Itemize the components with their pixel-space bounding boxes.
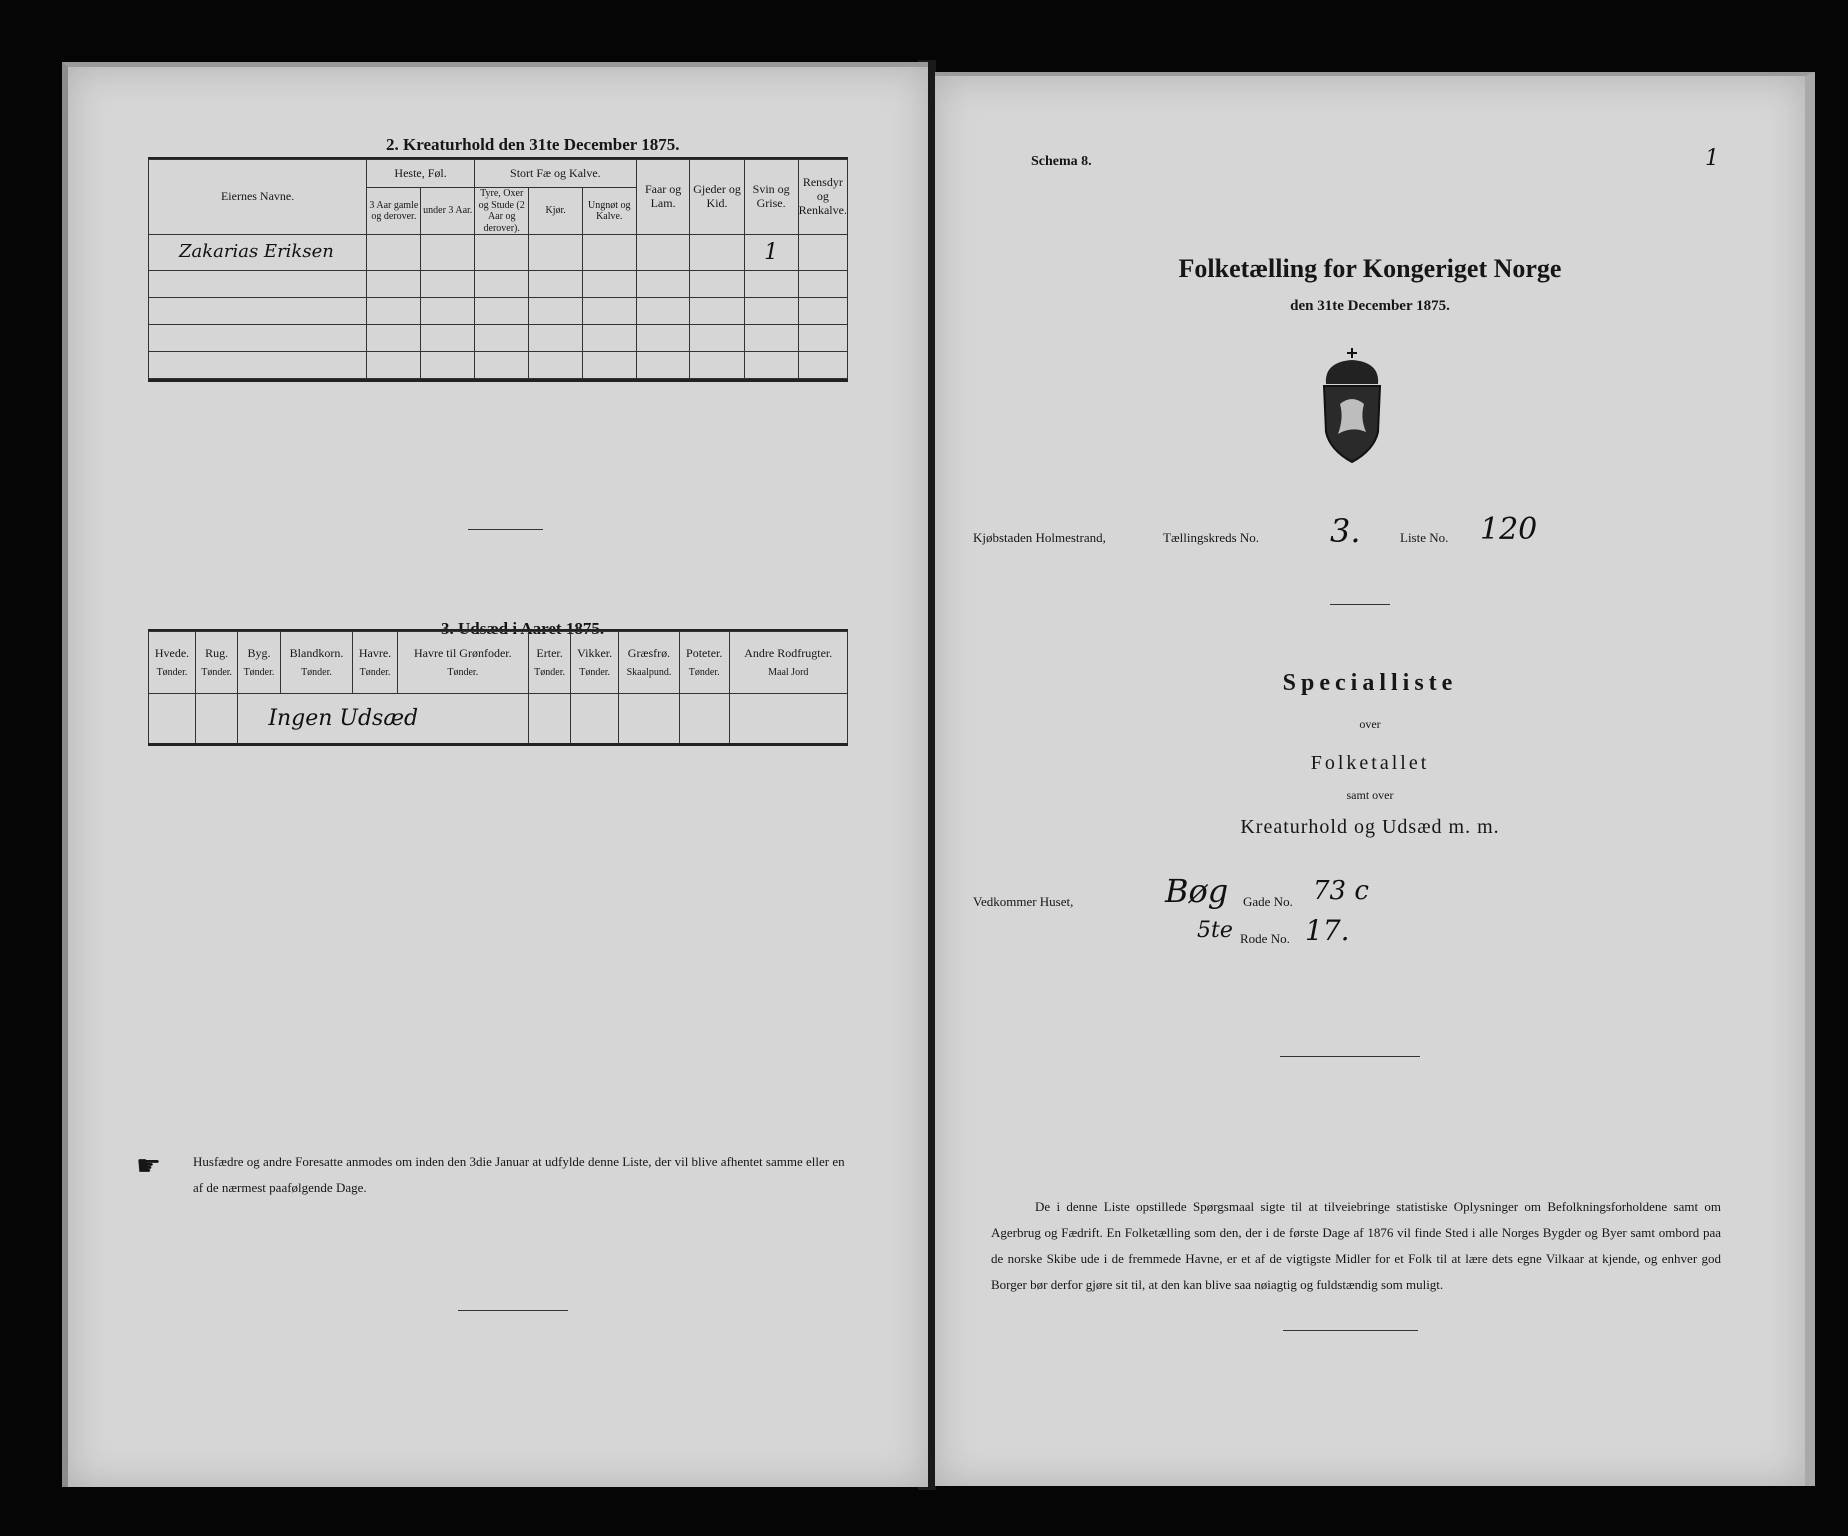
notice-text: Husfædre og andre Foresatte anmodes om inden den 3die Januar at udfylde denne Liste, der vil blive afhentet samme eller en af de nærmest paafølgende Dage.	[193, 1154, 845, 1195]
samt-over-text: samt over	[1346, 788, 1394, 802]
seed-col-header	[729, 632, 847, 694]
section3-bottom-rule	[148, 743, 848, 746]
rode-label: Rode No.	[1240, 931, 1290, 946]
section3-title: 3. Udsæd i Aaret 1875.	[441, 619, 605, 638]
seed-col-unit: Tønder.	[688, 666, 720, 678]
gade-value: 73 c	[1313, 876, 1369, 906]
seed-col-unit: Tønder.	[243, 666, 275, 678]
seed-col-header	[238, 632, 280, 694]
seed-col-name: Havre til Grønfoder.	[413, 645, 512, 660]
table-row	[149, 694, 848, 744]
seed-col-header	[528, 632, 570, 694]
seed-col-unit: Skaalpund.	[626, 666, 672, 678]
separator	[1330, 604, 1390, 605]
stort-group-header: Stort Fæ og Kalve.	[474, 160, 636, 188]
kreaturhold-heading: Kreaturhold og Udsæd m. m.	[1240, 816, 1500, 838]
seed-col-header	[195, 632, 237, 694]
seed-col-unit: Tønder.	[201, 666, 233, 678]
col-kjor: Kjør.	[529, 188, 582, 235]
seed-col-name: Blandkorn.	[289, 645, 344, 660]
seed-handwritten: Ingen Udsæd	[268, 705, 419, 731]
col-tyre: Tyre, Oxer og Stude (2 Aar og derover).	[474, 188, 529, 235]
liste-value: 120	[1480, 512, 1538, 547]
col-gjeder: Gjeder og Kid.	[690, 160, 744, 235]
livestock-table	[148, 159, 848, 379]
col-ungnot: Ungnøt og Kalve.	[582, 188, 636, 235]
coat-of-arms-icon	[1312, 346, 1392, 466]
schema-label: Schema 8.	[1031, 154, 1092, 169]
left-page	[62, 62, 928, 1487]
col-heste-under3: under 3 Aar.	[421, 188, 474, 235]
section2-bottom-rule	[148, 379, 848, 382]
kreds-label: Tællingskreds No.	[1163, 530, 1260, 545]
seed-col-unit: Tønder.	[534, 666, 565, 678]
seed-col-name: Rug.	[205, 645, 229, 660]
seed-col-name: Byg.	[247, 645, 271, 660]
explanatory-text: De i denne Liste opstillede Spørgsmaal sigte til at tilveiebringe statistiske Oplysninger om Befolkningsforholdene samt om Agerbrug og Fædrift. En Folketælling som den, der i de første Dage af 1876 vil finde Sted i alle Norges Bygder og Byer samt ombord paa de norske Skibe ude i de fremmede Havne, er et af de vigtigste Midler for et Folk til at lære dets egne Vilkaar at kjende, og enhver god Borger bør derfor gjøre sit til, at den kan blive saa nøiagtig og fuldstændig som muligt.	[991, 1199, 1721, 1292]
seed-col-header	[571, 632, 619, 694]
seed-col-name: Andre Rodfrugter.	[744, 645, 833, 660]
kjobstad-label: Kjøbstaden Holmestrand,	[973, 530, 1106, 545]
seed-col-name: Havre.	[358, 645, 392, 660]
over-text: over	[1359, 717, 1381, 731]
table-row	[149, 352, 848, 379]
svin-count: 1	[764, 239, 779, 265]
seed-col-unit: Maal Jord	[768, 666, 809, 678]
seed-col-name: Poteter.	[686, 645, 723, 660]
seed-col-header	[679, 632, 729, 694]
rode-prefix: 5te	[1197, 918, 1233, 943]
seed-col-name: Erter.	[536, 645, 563, 660]
seed-col-name: Hvede.	[154, 645, 190, 660]
col-owner-header: Eiernes Navne.	[149, 160, 367, 235]
col-faar: Faar og Lam.	[636, 160, 690, 235]
col-heste-3aar: 3 Aar gamle og derover.	[367, 188, 421, 235]
separator	[458, 1310, 568, 1311]
seed-col-unit: Tønder.	[359, 666, 391, 678]
seed-col-header	[280, 632, 353, 694]
seed-col-name: Vikker.	[577, 645, 613, 660]
section2-title: 2. Kreaturhold den 31te December 1875.	[386, 135, 680, 154]
pointing-hand-icon: ☛	[136, 1149, 162, 1182]
seed-col-unit: Tønder.	[156, 666, 188, 678]
seed-col-unit: Tønder.	[447, 666, 479, 678]
specialliste-heading: Specialliste	[1282, 670, 1458, 696]
seed-table	[148, 631, 848, 744]
heste-group-header: Heste, Føl.	[367, 160, 475, 188]
page-number: 1	[1705, 146, 1719, 171]
seed-col-header	[619, 632, 680, 694]
right-page	[935, 72, 1815, 1486]
owner-name: Zakarias Eriksen	[179, 241, 334, 263]
separator	[1283, 1330, 1418, 1331]
liste-label: Liste No.	[1400, 530, 1449, 545]
table-row	[149, 235, 848, 271]
seed-col-name: Græsfrø.	[627, 645, 671, 660]
seed-col-unit: Tønder.	[301, 666, 332, 678]
seed-col-header	[353, 632, 397, 694]
gade-label: Gade No.	[1243, 894, 1293, 909]
census-date: den 31te December 1875.	[1290, 298, 1450, 314]
table-row	[149, 298, 848, 325]
table-row	[149, 271, 848, 298]
seed-col-header	[397, 632, 528, 694]
huset-value: Bøg	[1165, 872, 1229, 910]
seed-col-unit: Tønder.	[579, 666, 611, 678]
table-row	[149, 325, 848, 352]
col-rensdyr: Rensdyr og Renkalve.	[798, 160, 847, 235]
rode-value: 17.	[1305, 914, 1350, 947]
kreds-value: 3.	[1330, 512, 1361, 550]
main-title: Folketælling for Kongeriget Norge	[1178, 254, 1562, 283]
separator	[468, 529, 543, 530]
separator	[1280, 1056, 1420, 1057]
folketallet-heading: Folketallet	[1310, 752, 1430, 774]
vedkommer-label: Vedkommer Huset,	[973, 894, 1074, 909]
col-svin: Svin og Grise.	[744, 160, 798, 235]
seed-col-header	[149, 632, 196, 694]
